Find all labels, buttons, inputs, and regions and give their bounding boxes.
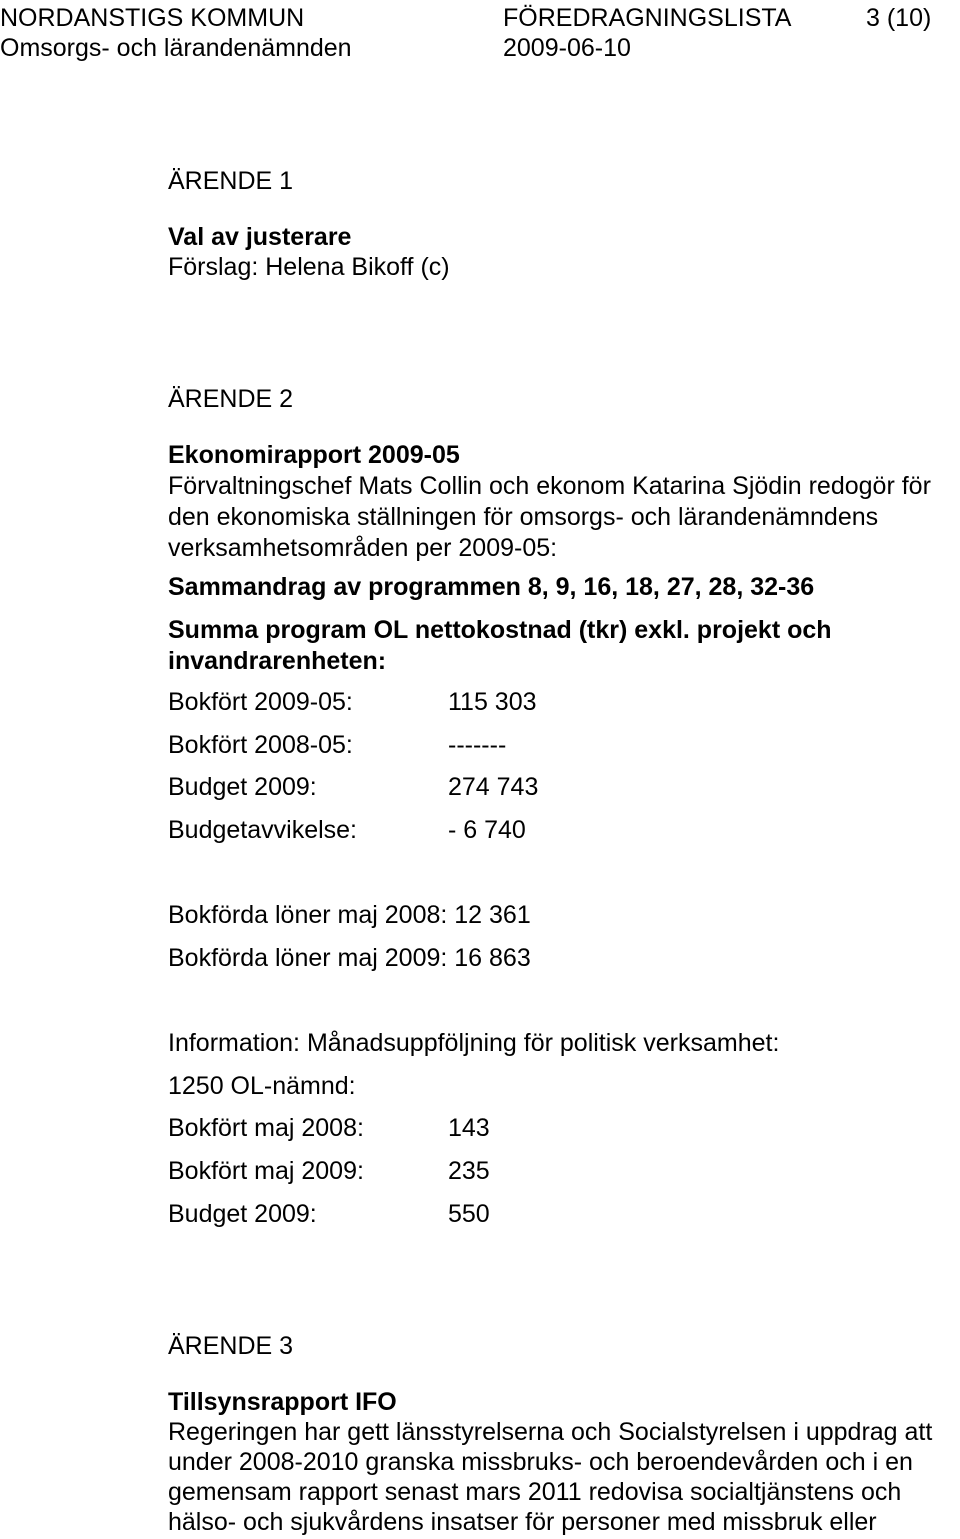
arende3-text-line: Regeringen har gett länsstyrelserna och Socialstyrelsen i uppdrag att: [168, 1418, 933, 1446]
ol-figure-value: 143: [448, 1114, 490, 1142]
arende3-label: ÄRENDE 3: [168, 1332, 294, 1360]
ol-heading: 1250 OL-nämnd:: [168, 1072, 356, 1100]
ol-figure-value: 235: [448, 1157, 490, 1185]
ol-figure-label: Budget 2009:: [168, 1200, 317, 1228]
header-org: NORDANSTIGS KOMMUN: [0, 4, 305, 32]
arende3-text-line: gemensam rapport senast mars 2011 redovisa socialtjänstens och: [168, 1478, 902, 1506]
figure-label: Budget 2009:: [168, 773, 317, 801]
arende2-intro-line: den ekonomiska ställningen för omsorgs- och lärandenämndens: [168, 503, 879, 531]
header-date: 2009-06-10: [503, 34, 631, 62]
figure-value: -------: [448, 731, 507, 759]
figure-label: Bokfört 2008-05:: [168, 731, 353, 759]
figure-value: 115 303: [448, 688, 537, 716]
arende3-text-line: under 2008-2010 granska missbruks- och beroendevården och i en: [168, 1448, 913, 1476]
arende1-text: Förslag: Helena Bikoff (c): [168, 253, 450, 281]
arende2-title: Ekonomirapport 2009-05: [168, 441, 460, 469]
ol-figure-value: 550: [448, 1200, 490, 1228]
figure-label: Bokfört 2009-05:: [168, 688, 353, 716]
figure-label: Budgetavvikelse:: [168, 816, 358, 844]
arende2-summary-heading: Sammandrag av programmen 8, 9, 16, 18, 27, 28, 32-36: [168, 573, 815, 601]
arende1-title: Val av justerare: [168, 223, 352, 251]
arende2-sum-heading-line: invandrarenheten:: [168, 647, 387, 675]
header-committee: Omsorgs- och lärandenämnden: [0, 34, 352, 62]
figure-value: 274 743: [448, 773, 539, 801]
arende2-sum-heading-line: Summa program OL nettokostnad (tkr) exkl. projekt och: [168, 616, 832, 644]
arende3-text-line: hälso- och sjukvårdens insatser för personer med missbruk eller: [168, 1508, 877, 1536]
info-heading: Information: Månadsuppföljning för politisk verksamhet:: [168, 1029, 780, 1057]
arende2-label: ÄRENDE 2: [168, 385, 294, 413]
ol-figure-label: Bokfört maj 2008:: [168, 1114, 364, 1142]
header-doc-type: FÖREDRAGNINGSLISTA: [503, 4, 792, 32]
figure-value: - 6 740: [448, 816, 526, 844]
header-page-number: 3 (10): [866, 4, 932, 32]
arende2-intro-line: verksamhetsområden per 2009-05:: [168, 534, 558, 562]
ol-figure-label: Bokfört maj 2009:: [168, 1157, 364, 1185]
salary-line: Bokförda löner maj 2008: 12 361: [168, 901, 531, 929]
arende1-label: ÄRENDE 1: [168, 167, 294, 195]
arende2-intro-line: Förvaltningschef Mats Collin och ekonom Katarina Sjödin redogör för: [168, 472, 931, 500]
salary-line: Bokförda löner maj 2009: 16 863: [168, 944, 531, 972]
arende3-title: Tillsynsrapport IFO: [168, 1388, 397, 1416]
